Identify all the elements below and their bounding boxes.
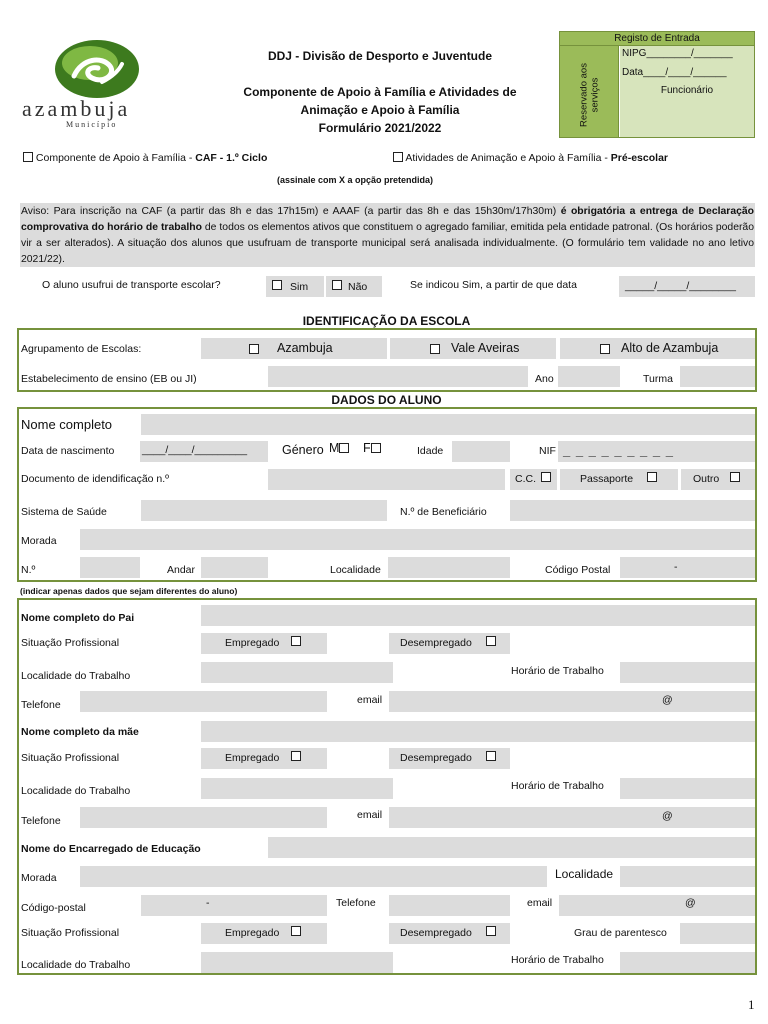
pai-email-label: email (357, 694, 383, 706)
pai-horario-label: Horário de Trabalho (511, 665, 604, 677)
aviso-text-2: de todos os elementos ativos que constituem o agregado familiar, emitida pela entidade patronal. (Os horários poderão vir a ser alterados). A situação dos alunos que usufruam de transporte municipal será analisada individualmente. (O formulário tem validade no ano letivo 2021/22). (21, 222, 754, 265)
morada-field[interactable] (80, 529, 755, 550)
pai-horario-field[interactable] (620, 662, 755, 683)
mae-local-trabalho-field[interactable] (201, 778, 393, 799)
localidade-field[interactable] (388, 557, 510, 578)
encarregado-localidade-label: Localidade (555, 867, 614, 881)
encarregado-empregado-option[interactable] (201, 923, 327, 944)
encarregado-desempregado-checkbox[interactable] (486, 926, 496, 936)
mae-local-trabalho-label: Localidade do Trabalho (21, 785, 131, 797)
logo-name: azambuja (22, 96, 131, 121)
alto-azambuja-checkbox[interactable] (600, 344, 610, 354)
outro-checkbox[interactable] (730, 472, 740, 482)
nascimento-blank: ____/____/_________ (142, 444, 248, 456)
registo-data[interactable]: Data____/____/______ (622, 67, 727, 78)
logo-subtitle: Município (66, 120, 118, 129)
registo-title: Registo de Entrada (560, 32, 754, 46)
encarregado-situacao-label: Situação Profissional (21, 927, 120, 939)
codigo-postal-dash: - (674, 561, 678, 573)
estabelecimento-label: Estabelecimento de ensino (EB ou JI) (21, 373, 197, 385)
genero-f[interactable] (363, 441, 381, 455)
encarregado-email-label: email (527, 897, 553, 909)
pai-email-at: @ (662, 694, 673, 706)
genero-f-checkbox[interactable] (371, 443, 381, 453)
genero-m[interactable] (329, 441, 349, 455)
encarregado-cp-label: Código-postal (21, 902, 86, 914)
passaporte-label: Passaporte (580, 473, 634, 485)
nome-completo-field[interactable] (141, 414, 755, 435)
encarregado-morada-label: Morada (21, 872, 57, 884)
transporte-nao-field[interactable] (326, 276, 382, 297)
pai-empregado-checkbox[interactable] (291, 636, 301, 646)
documento-field[interactable] (268, 469, 505, 490)
idade-label: Idade (417, 445, 444, 457)
vale-aveiras-checkbox[interactable] (430, 344, 440, 354)
pai-nome-field[interactable] (201, 605, 755, 626)
option-note: (assinale com X a opção pretendida) (276, 175, 434, 185)
encarregado-telefone-field[interactable] (389, 895, 510, 916)
nascimento-field[interactable] (140, 441, 268, 462)
sim-label: Sim (290, 281, 309, 293)
mae-telefone-field[interactable] (80, 807, 327, 828)
transporte-date-blank: _____/_____/________ (625, 280, 736, 292)
mae-desempregado-checkbox[interactable] (486, 751, 496, 761)
pai-desempregado-label: Desempregado (400, 637, 472, 649)
transporte-question: O aluno usufrui de transporte escolar? (42, 279, 221, 291)
morada-label: Morada (21, 535, 57, 547)
mae-empregado-option[interactable] (201, 748, 327, 769)
cc-label: C.C. (515, 473, 536, 485)
encarregado-horario-field[interactable] (620, 952, 755, 973)
mae-telefone-label: Telefone (21, 815, 61, 827)
localidade-label: Localidade (330, 564, 381, 576)
saude-label: Sistema de Saúde (21, 506, 107, 518)
header-line4: Formulário 2021/2022 (318, 121, 442, 135)
genero-f-label: F (363, 441, 371, 455)
genero-label: Género (282, 443, 324, 457)
nao-checkbox[interactable] (332, 280, 342, 290)
andar-label: Andar (167, 564, 196, 576)
mae-email-label: email (357, 809, 383, 821)
andar-field[interactable] (201, 557, 268, 578)
aaaf-checkbox[interactable] (393, 152, 403, 162)
aluno-title: DADOS DO ALUNO (331, 393, 442, 407)
encarregado-cp-field[interactable] (141, 895, 327, 916)
mae-empregado-checkbox[interactable] (291, 751, 301, 761)
logo-mark-icon (52, 38, 142, 100)
pai-nome-label: Nome completo do Pai (21, 612, 135, 624)
encarregado-telefone-label: Telefone (336, 897, 376, 909)
registo-funcionario: Funcionário (660, 85, 714, 96)
azambuja-label: Azambuja (277, 341, 333, 355)
encarregado-desempregado-label: Desempregado (400, 927, 472, 939)
beneficiario-label: N.º de Beneficiário (400, 506, 487, 518)
registo-side-label: Reservado aos serviços (578, 63, 601, 127)
nao-label: Não (348, 281, 368, 293)
aaaf-label: Atividades de Animação e Apoio à Família - (405, 152, 611, 164)
numero-label: N.º (21, 564, 36, 576)
pai-empregado-label: Empregado (225, 637, 280, 649)
pai-telefone-label: Telefone (21, 699, 61, 711)
mae-nome-label: Nome completo da mãe (21, 726, 139, 738)
encarregado-grau-field[interactable] (680, 923, 755, 944)
municipality-logo (18, 38, 183, 130)
numero-field[interactable] (80, 557, 140, 578)
cc-checkbox[interactable] (541, 472, 551, 482)
registo-nipg[interactable]: NIPG________/_______ (622, 48, 733, 59)
mae-nome-field[interactable] (201, 721, 755, 742)
mae-horario-label: Horário de Trabalho (511, 780, 604, 792)
vale-aveiras-label: Vale Aveiras (451, 341, 520, 355)
transporte-sim-field[interactable] (266, 276, 324, 297)
mae-email-at: @ (662, 810, 673, 822)
encarregado-horario-label: Horário de Trabalho (511, 954, 604, 966)
header-line1: DDJ - Divisão de Desporto e Juventude (267, 49, 493, 63)
encarregado-morada-field[interactable] (80, 866, 547, 887)
azambuja-checkbox[interactable] (249, 344, 259, 354)
encarregado-email-at: @ (685, 897, 696, 909)
caf-label: Componente de Apoio à Família - (35, 152, 196, 164)
genero-m-checkbox[interactable] (339, 443, 349, 453)
passaporte-checkbox[interactable] (647, 472, 657, 482)
registo-side (560, 46, 619, 137)
aviso-text-1: Aviso: Para inscrição na CAF (a partir das 8h e das 17h15m) e AAAF (a partir das 8h e das 15h30m/17h30m) (21, 206, 561, 217)
saude-field[interactable] (141, 500, 387, 521)
pai-local-trabalho-label: Localidade do Trabalho (21, 670, 131, 682)
transporte-date-field[interactable] (619, 276, 755, 297)
turma-field[interactable] (680, 366, 755, 387)
nome-completo-label: Nome completo (21, 417, 113, 432)
agrupamento-opt2[interactable] (390, 338, 556, 359)
codigo-postal-label: Código Postal (545, 564, 611, 576)
agrupamento-opt1[interactable] (201, 338, 387, 359)
encarregado-nome-label: Nome do Encarregado de Educação (21, 843, 201, 855)
aaaf-label-bold: Pré-escolar (610, 152, 668, 164)
pai-desempregado-option[interactable] (389, 633, 510, 654)
escola-title: IDENTIFICAÇÃO DA ESCOLA (302, 314, 471, 328)
cc-option[interactable] (510, 469, 557, 490)
registo-box (559, 31, 755, 138)
aviso-text-bold: é obrigatória a entrega de Declaração comprovativa do horário de trabalho (21, 206, 755, 233)
nif-label: NIF (539, 445, 556, 457)
alto-azambuja-label: Alto de Azambuja (621, 341, 719, 355)
agrupamento-opt3[interactable] (560, 338, 755, 359)
codigo-postal-field[interactable] (620, 557, 755, 578)
pai-desempregado-checkbox[interactable] (486, 636, 496, 646)
option-caf[interactable] (23, 152, 267, 164)
ano-field[interactable] (558, 366, 620, 387)
genero-m-label: M (329, 441, 340, 455)
transporte-se-sim: Se indicou Sim, a partir de que data (410, 279, 577, 291)
option-aaaf[interactable] (393, 152, 668, 164)
nascimento-label: Data de nascimento (21, 445, 115, 457)
encarregado-cp-dash: - (206, 897, 210, 909)
idade-field[interactable] (452, 441, 510, 462)
outro-option[interactable] (681, 469, 755, 490)
header-line2: Componente de Apoio à Família e Atividades de (243, 85, 517, 99)
mae-email-field[interactable] (389, 807, 755, 828)
aviso-box (20, 203, 755, 267)
pai-local-trabalho-field[interactable] (201, 662, 393, 683)
encarregado-email-field[interactable] (559, 895, 755, 916)
mae-desempregado-label: Desempregado (400, 752, 472, 764)
encarregado-desempregado-option[interactable] (389, 923, 510, 944)
outro-label: Outro (693, 473, 720, 485)
mae-empregado-label: Empregado (225, 752, 280, 764)
nif-field[interactable] (558, 441, 755, 462)
encarregado-empregado-checkbox[interactable] (291, 926, 301, 936)
turma-label: Turma (643, 373, 673, 385)
beneficiario-field[interactable] (510, 500, 755, 521)
caf-label-bold: CAF - 1.º Ciclo (195, 152, 268, 164)
estabelecimento-field[interactable] (268, 366, 528, 387)
pai-email-field[interactable] (389, 691, 755, 712)
caf-checkbox[interactable] (23, 152, 33, 162)
mae-situacao-label: Situação Profissional (21, 752, 120, 764)
header-line3: Animação e Apoio à Família (300, 103, 460, 117)
documento-label: Documento de idendificação n.º (21, 473, 170, 485)
mae-desempregado-option[interactable] (389, 748, 510, 769)
pai-empregado-option[interactable] (201, 633, 327, 654)
agrupamento-label: Agrupamento de Escolas: (21, 343, 142, 355)
encarregado-local-trabalho-label: Localidade do Trabalho (21, 959, 131, 971)
note-diferentes: (indicar apenas dados que sejam diferentes do aluno) (20, 586, 238, 596)
mae-horario-field[interactable] (620, 778, 755, 799)
passaporte-option[interactable] (560, 469, 678, 490)
ano-label: Ano (535, 373, 554, 385)
encarregado-grau-label: Grau de parentesco (574, 927, 667, 939)
pai-telefone-field[interactable] (80, 691, 327, 712)
encarregado-nome-field[interactable] (268, 837, 755, 858)
encarregado-localidade-field[interactable] (620, 866, 755, 887)
encarregado-local-trabalho-field[interactable] (201, 952, 393, 973)
encarregado-empregado-label: Empregado (225, 927, 280, 939)
nif-blank: _ _ _ _ _ _ _ _ _ (563, 443, 674, 458)
page-number: 1 (748, 997, 755, 1012)
sim-checkbox[interactable] (272, 280, 282, 290)
pai-situacao-label: Situação Profissional (21, 637, 120, 649)
